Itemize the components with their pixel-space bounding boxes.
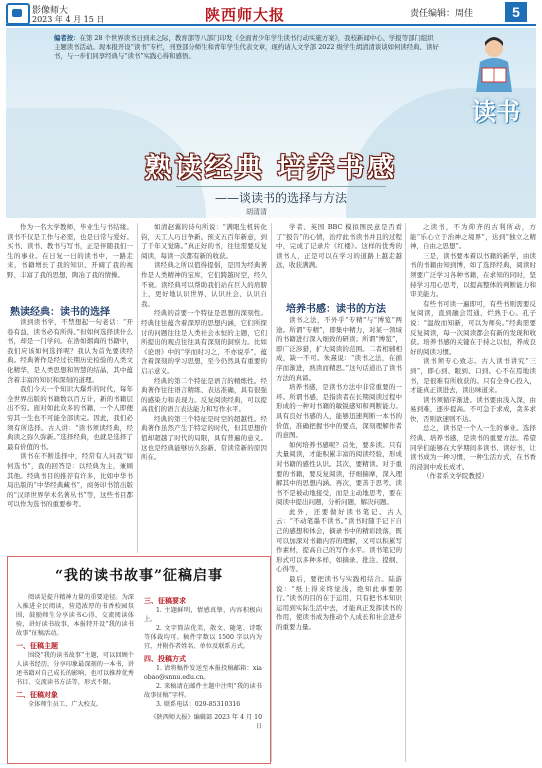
banner-side-label: 读书: [472, 98, 520, 126]
notice-section-heading: 一、征稿主题: [16, 641, 58, 650]
column-divider: [271, 223, 272, 762]
editor-note: [54, 34, 439, 61]
notice-title: “我的读书故事”征稿启事: [54, 568, 224, 584]
article-paragraph: 培养书感，是读书方法中非常重要的一环。所谓书感，是指读者在长期阅读过程中形成的一种对书籍的敏锐感知和判断能力。具有良好书感的人，能够迅速判断一本书的价值，准确把握书中的要点，深刻理解作者的意图。: [276, 383, 402, 440]
article-column-4: [410, 223, 536, 762]
notice-paragraph: 1. 请将稿件发送至本报投稿邮箱：xiaobao@snnu.edu.cn。: [144, 665, 262, 681]
article-paragraph: 学者、英国 BBC 模拟图民意是否看了“报告”的心情，治疗此书读书并且的过程中，完成了记录片《红楼》。这样的优秀的读书人，正是可以在学习的道路上越走越远，收获满满。: [276, 223, 402, 270]
article-paragraph: 如何培养书感呢？首先，要多读。只有大量阅读，才能积累丰富的阅读经验，形成对书籍的感性认识。其次，要精读。对于重要的书籍，要反复阅读，仔细揣摩，深入理解其中的思想内涵。再次，要善于思考。读书不是被动地接受，而是主动地思考，要在阅读中提出问题，分析问题，解决问题。: [276, 440, 402, 507]
notice-paragraph: 2. 文字简洁优美，散文、随笔、诗歌等体裁均可。稿件字数以 1500 字以内为宜，并附作者姓名、单位及联系方式。: [144, 625, 262, 650]
section-logo-icon: [6, 3, 30, 25]
page-number: 5: [505, 2, 527, 22]
article-paragraph: 如清赵翼的诗句所说：“满眼生机转化钧，天工人巧日争新。预支五百年新意，到了千年又觉陈。”真正好的书，往往需要反复阅读，每读一次都有新的收获。: [141, 223, 267, 260]
publication-date: 2023 年 4 月 15 日: [32, 15, 105, 24]
notice-section-heading: 二、征稿对象: [16, 690, 58, 699]
header-divider: [6, 24, 536, 26]
article-paragraph: 读书在不断选择中，经常有人问我“如何选书”，我的回答是：以经典为主，兼顾其他。经典书目的推荐有许多，比如中华书局出版的“中华经典藏书”，商务印书馆出版的“汉译世界学术名著丛书”等，这些书目都可以作为选书的重要参考。: [7, 452, 133, 509]
call-for-submissions-box: [7, 556, 271, 764]
article-paragraph: 最后，要把读书与实践相结合。陆游说：“纸上得来终觉浅，绝知此事要躬行。”读书的目的在于运用，只有把书本知识运用到实际生活中去，才能真正发挥读书的作用，使读书成为推动个人成长和社会进步的重要力量。: [276, 575, 402, 631]
editor-note-text: 在第 28 个世界读书日到来之际，教育部等八部门印发《全面青少年学生读书行动实施方案》，我校新闻中心、学报等部门组织主题读书活动。现本报开设“读书”专栏，刊登部分师生和青年学生代表文章，现约请人文学部 2022 级学生胡清清谈谈如何读经典、读好书，与一步们同享经典与“读书”实践心得和感悟。: [54, 34, 439, 60]
article-paragraph: 我们今天一个知识大爆炸的时代，每年全世界出版的书籍数以百万计，新的书籍层出不穷。面对如此众多的书籍，一个人即便穷其一生也不可能全部读完。因此，我们必须有所选择。古人讲：“读书须读经典，经典读之弥久弥新。”选择经典，也就是选择了最有价值的书。: [7, 385, 133, 451]
article-column-1: [7, 318, 133, 548]
article-paragraph: 经典的第三个特征是时空的超越性。经典著作虽然产生于特定的时代，但其思想价值却超越了时代的局限，具有普遍的意义。这也是经典能够历久弥新、常读常新的原因所在。: [141, 414, 267, 462]
article-column-3-intro: [276, 223, 402, 296]
notice-section-heading: 三、征稿要求: [144, 596, 186, 605]
notice-paragraph: 3. 联系电话：029-85310316: [156, 701, 241, 708]
notice-paragraph: 围绕“我的读书故事”主题，可以回顾个人读书经历，分享印象最深刻的一本书，讲述书籍对自己成长的影响，也可以推荐优秀书目、交流读书方法等，形式不限。: [16, 652, 134, 686]
notice-section-heading: 四、投稿方式: [144, 654, 186, 663]
notice-column-left: [16, 593, 134, 759]
article-paragraph: 之读书，不为仰齐的古利所动，方能“乐心立于治神之境界”，达到“独立之精神，自由之思想”。: [410, 223, 536, 251]
notice-column-right: [144, 593, 262, 759]
column-divider: [405, 223, 406, 762]
article-paragraph: 此外，还要做好读书笔记。古人云：“不动笔墨不读书。”读书时随手记下自己的感想和体会，摘录书中的精彩段落，既可以加深对书籍内容的理解，又可以积累写作素材，提高自己的写作水平。读书笔记的形式可以多种多样，如摘录、批注、提纲、心得等。: [276, 507, 402, 574]
responsible-editor: 责任编辑：周佳: [410, 9, 474, 19]
article-paragraph: 三是，读书要本着以书籍的新学，由读书的书籍由知到博，如了选择经典，阅读时须要广泛学习各种书籍，在求知的同时，坚持学习用心思考，以提高整体的判断能力和审美能力。: [410, 251, 536, 299]
section-heading: 培养书感：读书的方法: [286, 304, 386, 315]
editor-note-label: 编者按：: [54, 34, 80, 42]
article-column-1-intro: [7, 223, 133, 301]
notice-paragraph: 全体师生员工、广大校友。: [28, 701, 103, 708]
article-paragraph: 读经典之所以值得提倡，是因为经典著作是人类精神的宝库，它们跨越时空，经久不衰。读经典可以帮助我们站在巨人的肩膀上，更好地认识世界、认识社会、认识自我。: [141, 261, 267, 308]
article-paragraph: 读书须循序渐进。读书要由浅入深，由易到难，逐步提高。不可急于求成，贪多求快，否则欲速则不达。: [410, 395, 536, 423]
article-byline: 胡清清: [246, 208, 267, 216]
article-paragraph: 有些书可读一遍即可，有些书则需要反复阅读，直到融会贯通、烂熟于心。孔子说：“温故而知新，可以为师矣。”经典需要反复阅读，每一次阅读都会有新的发现和收获。培养书感的关键在于持之以恒，养成良好的阅读习惯。: [410, 299, 536, 356]
column-divider: [137, 223, 138, 553]
section-name: 影像师大: [32, 6, 69, 16]
article-title: 熟读经典 培养书感: [144, 153, 398, 184]
article-paragraph: 经典的第二个特征是语言的精炼性。经典著作往往语言精练、表达准确，具有很强的感染力和表现力。反复阅读经典，可以提高我们的语言表达能力和写作水平。: [141, 376, 267, 414]
article-column-3: [276, 316, 402, 762]
feature-banner: [6, 28, 536, 218]
article-paragraph: 总之，读书是一个人一生的事业。选择经典、培养书感，是读书的重要方法。希望同学们能够在大学期间多读书、读好书，让读书成为一种习惯，一种生活方式，在书香的浸润中成长成才。: [410, 424, 536, 471]
article-paragraph: 作为一名大学教师，毕业生与书结缘。读书不仅是工作与必需，也是日常与爱好。买书、读书、教书与写书，正是伴随我们一生的事业。在日复一日的读书中，一路走来，书籍增长了我的知识、开阔了我的视野、丰富了我的思想，陶冶了我的情操。: [7, 223, 133, 279]
article-paragraph: 读书之法，不外乎“专精”与“博览”两途。所谓“专精”，即集中精力，对某一领域的书籍进行深入细致的研读；所谓“博览”，即广泛涉猎，扩大阅读的范围。二者相辅相成，缺一不可。朱熹说：“读书之法，在循序而渐进，熟读而精思。”这句话道出了读书方法的真谛。: [276, 316, 402, 382]
notice-signature: 《陕西师大报》编辑部 2023 年 4 月 10 日: [150, 714, 262, 730]
section-heading: 熟读经典：读书的选择: [10, 307, 110, 318]
masthead: 陕西师大报: [205, 6, 286, 24]
article-paragraph: 读书须专心致志。古人读书讲究“三到”，即心到、眼到、口到。心不在焉地读书，是很难有所收获的。只有全身心投入，才能真正读进去，读出味道来。: [410, 357, 536, 395]
notice-paragraph: 1. 主题鲜明，情感真挚，内容积极向上。: [144, 607, 262, 623]
notice-paragraph: 阅读是提升精神力量的重要途径。为深入推进全民阅读，营造浓厚的书香校园氛围，鼓励师生分享读书心得、交流阅读体验，讲好读书故事，本报特开设“我的读书故事”征稿活动。: [16, 594, 134, 637]
article-paragraph: 经典的首要一个特征是思想的深刻性。经典往往蕴含着深厚的思想内涵，它们所探讨的问题往往是人类社会永恒的主题，它们所提出的观点往往具有深刻的洞察力。比如《论语》中的“学而时习之，不亦说乎”，蕴含着深刻的学习思想，至今仍然具有重要的启示意义。: [141, 309, 267, 375]
page-header: [0, 0, 542, 26]
article-paragraph: （作者系文学院教授）: [423, 472, 488, 481]
article-paragraph: 读到读书学，不禁想起一句老话：“开卷有益，读书必有所得。”但如何选择读什么书，却是一门学问。在浩如烟海的书籍中，我们应该如何选择呢？我认为首先要读经典。经典著作是经过长期历史检验的人类文化精华，是人类思想和智慧的结晶，其中蕴含着丰富的知识和深刻的道理。: [7, 318, 133, 384]
article-column-2: [141, 223, 267, 553]
article-subtitle: ——谈读书的选择与方法: [176, 186, 386, 206]
notice-paragraph: 2. 来稿请在邮件主题中注明“我的读书故事征稿”字样。: [144, 683, 262, 699]
